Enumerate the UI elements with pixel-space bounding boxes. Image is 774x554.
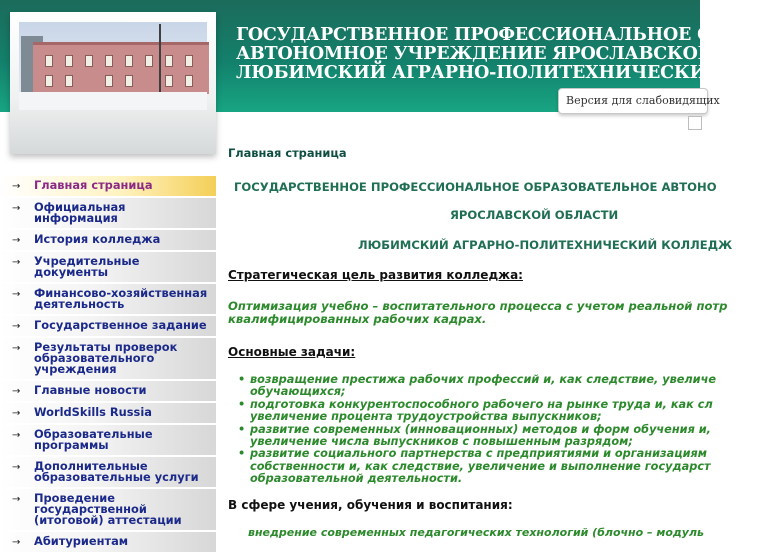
list-item: внедрение современных педагогических технологий (блочно – модуль [248,526,704,539]
goal-text-line: квалифицированных рабочих кадрах. [228,312,487,326]
task-line: собственности и, как следствие, увеличение и выполнение государст [250,459,711,473]
arrow-right-icon: → [12,181,21,192]
goal-heading: Стратегическая цель развития колледжа: [228,268,523,282]
goal-text-line: Оптимизация учебно – воспитательного процесса с учетом реальной потр [228,299,728,313]
sidebar-item-label: Главные новости [34,383,147,397]
sidebar-item-programs[interactable] [0,425,216,457]
sidebar-item-worldskills[interactable] [0,403,216,425]
sidebar-item-finance[interactable] [0,284,216,316]
sidebar-item-inspections[interactable] [0,338,216,381]
site-title-line: ГОСУДАРСТВЕННОЕ ПРОФЕССИОНАЛЬНОЕ ОБРАЗ [236,25,767,45]
bullet-icon: • [238,422,246,436]
bullet-icon: • [238,447,246,461]
main-content [228,146,733,539]
sidebar-item-label: Учредительные документы [34,254,140,279]
site-title-line: ЛЮБИМСКИЙ АГРАРНО-ПОЛИТЕХНИЧЕСКИЙ КОЛ [236,63,774,83]
bullet-icon: • [238,373,246,386]
list-item [236,422,711,449]
task-line: подготовка конкурентоспособного рабочего на рынке труда и, как сл [250,397,713,411]
task-line: возвращение престижа рабочих профессий и, как следствие, увеличе [250,373,717,386]
low-vision-button[interactable]: Версия для слабовидящих [558,88,708,114]
sidebar-item-label: Образовательные программы [34,427,153,452]
college-photo-frame [10,12,216,154]
org-name-line: ГОСУДАРСТВЕННОЕ ПРОФЕССИОНАЛЬНОЕ ОБРАЗОВАТЕЛЬНОЕ АВТОНО [234,180,717,194]
task-line: увеличение числа выпускников с повышенным разрядом; [250,435,633,449]
sidebar-item-state-task[interactable] [0,316,216,338]
sidebar-nav [0,176,216,554]
site-title [236,25,774,83]
tasks-list [236,373,717,486]
breadcrumb: Главная страница [228,146,347,160]
sidebar-item-founding-docs[interactable] [0,252,216,284]
list-item [236,373,717,399]
arrow-right-icon: → [12,494,21,505]
task-line: развитие социального партнерства с предприятиями и организациям [250,447,707,461]
sidebar-item-official-info[interactable] [0,198,216,230]
list-item [236,397,713,424]
arrow-right-icon: → [12,408,21,419]
arrow-right-icon: → [12,343,21,354]
college-building-photo [19,22,207,110]
bullet-icon: • [238,397,246,411]
tasks-heading: Основные задачи: [228,345,356,359]
sidebar-item-label: Дополнительные образовательные услуги [34,459,199,484]
sidebar-item-label: Финансово-хозяйственная деятельность [34,286,208,311]
sidebar-item-label: Результаты проверок образовательного учреждения [34,340,178,376]
sidebar-item-home[interactable] [0,176,216,198]
list-item [236,447,711,486]
arrow-right-icon: → [12,386,21,397]
arrow-right-icon: → [12,430,21,441]
arrow-right-icon: → [12,289,21,300]
org-name-line: ЛЮБИМСКИЙ АГРАРНО-ПОЛИТЕХНИЧЕСКИЙ КОЛЛЕДЖ [358,238,733,252]
sidebar-item-label: Официальная информация [34,200,126,225]
sidebar-item-label: Главная страница [34,178,153,192]
section-heading: В сфере учения, обучения и воспитания: [228,498,513,512]
sidebar-item-label: Государственное задание [34,318,207,332]
arrow-right-icon: → [12,321,21,332]
task-line: развитие современных (инновационных) методов и форм обучения и, [250,422,711,436]
sidebar-item-label: Абитуриентам [34,534,129,548]
sidebar-item-label: Проведение государственной (итоговой) аттестации [34,491,182,527]
small-checkbox[interactable] [688,116,702,130]
sidebar-item-news[interactable] [0,381,216,403]
task-line: увеличение процента трудоустройства выпускников; [250,410,602,424]
arrow-right-icon: → [12,235,21,246]
arrow-right-icon: → [12,537,21,548]
sidebar-item-attestation[interactable] [0,489,216,532]
sidebar-item-history[interactable] [0,230,216,252]
arrow-right-icon: → [12,257,21,268]
sidebar-item-label: WorldSkills Russia [34,405,152,419]
arrow-right-icon: → [12,203,21,214]
site-title-line: АВТОНОМНОЕ УЧРЕЖДЕНИЕ ЯРОСЛАВСКОЙ ОБЛ [236,44,765,64]
org-name-line: ЯРОСЛАВСКОЙ ОБЛАСТИ [450,208,619,222]
sidebar-item-applicants[interactable] [0,532,216,554]
task-line: обучающихся; [250,385,346,399]
arrow-right-icon: → [12,462,21,473]
task-line: образовательной деятельности. [250,472,463,486]
sidebar-item-extra-services[interactable] [0,457,216,489]
sidebar-item-label: История колледжа [34,232,161,246]
